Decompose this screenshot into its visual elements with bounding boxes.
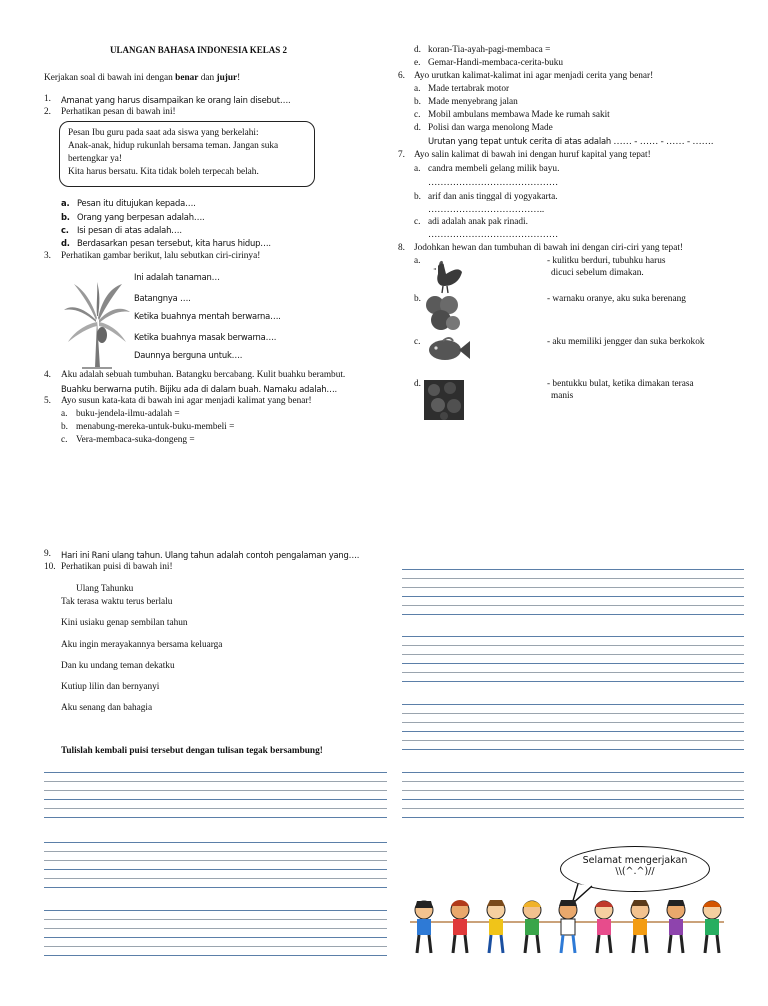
q2-item-letter: c. [61, 225, 69, 235]
q6-item-text: Made tertabrak motor [428, 84, 510, 94]
message-box [59, 121, 315, 187]
q3-item: Batangnya …. [134, 293, 191, 303]
q2-item-text: Pesan itu ditujukan kepada…. [77, 198, 196, 208]
writing-lines-right-3[interactable] [402, 704, 744, 750]
question-5-number: 5. [44, 396, 51, 406]
rewrite-instruction: Tulislah kembali puisi tersebut dengan tulisan tegak bersambung! [61, 746, 323, 756]
writing-lines-right-2[interactable] [402, 636, 744, 682]
message-line: bertengkar ya! [68, 154, 122, 164]
q3-item: Ketika buahnya mentah berwarna…. [134, 311, 281, 321]
q8-item-letter: b. [414, 294, 421, 304]
fish-image [427, 337, 471, 363]
question-5-text: Ayo susun kata-kata di bawah ini agar menjadi kalimat yang benar! [61, 396, 312, 406]
message-line: Pesan Ibu guru pada saat ada siswa yang berkelahi: [68, 128, 259, 138]
bubble-line: \\(^.^)// [615, 866, 655, 878]
poem-line: Aku senang dan bahagia [61, 703, 153, 713]
writing-lines-right-4[interactable] [402, 772, 744, 818]
q7-item-text: adi adalah anak pak rinadi. [428, 217, 528, 227]
question-2-number: 2. [44, 107, 51, 117]
question-9-number: 9. [44, 549, 51, 559]
answer-blank[interactable]: …………………………………… [428, 230, 559, 240]
q5-item-letter: a. [61, 409, 68, 419]
q7-item-letter: b. [414, 192, 421, 202]
q8-item-letter: a. [414, 256, 421, 266]
writing-lines-right-1[interactable] [402, 569, 744, 615]
writing-lines-left-2[interactable] [44, 842, 387, 888]
poem-line: Aku ingin merayakannya bersama keluarga [61, 640, 223, 650]
q8-item-letter: c. [414, 337, 421, 347]
q6-item-text: Made menyebrang jalan [428, 97, 518, 107]
rooster-image [428, 258, 464, 294]
q7-item-letter: c. [414, 217, 421, 227]
q5-item-letter: d. [414, 45, 421, 55]
q2-item-letter: d. [61, 238, 70, 248]
q6-item-letter: c. [414, 110, 421, 120]
q7-item-letter: a. [414, 164, 421, 174]
q2-item-text: Orang yang berpesan adalah…. [77, 212, 205, 222]
poem-line: Dan ku undang teman dekatku [61, 661, 175, 671]
q6-item-letter: d. [414, 123, 421, 133]
page-title: ULANGAN BAHASA INDONESIA KELAS 2 [110, 45, 288, 55]
question-4-number: 4. [44, 370, 51, 380]
question-8-text: Jodohkan hewan dan tumbuhan di bawah ini dengan ciri-ciri yang tepat! [414, 243, 684, 253]
q2-item-text: Berdasarkan pesan tersebut, kita harus hidup…. [77, 238, 271, 248]
q7-item-text: arif dan anis tinggal di yogyakarta. [428, 192, 558, 202]
writing-lines-left-1[interactable] [44, 772, 387, 818]
q2-item-letter: b. [61, 212, 70, 222]
answer-blank[interactable]: ……………………………….. [428, 205, 545, 215]
question-8-number: 8. [398, 243, 405, 253]
q2-item-text: Isi pesan di atas adalah…. [77, 225, 182, 235]
message-line: Anak-anak, hidup rukunlah bersama teman. Jangan suka [68, 141, 279, 151]
q6-item-letter: b. [414, 97, 421, 107]
q6-answer: Urutan yang tepat untuk cerita di atas adalah …… - …… - …… - ……. [428, 136, 714, 147]
question-3-number: 3. [44, 251, 51, 261]
q6-item-text: Mobil ambulans membawa Made ke rumah sakit [428, 110, 610, 120]
question-6-text: Ayo urutkan kalimat-kalimat ini agar menjadi cerita yang benar! [414, 71, 654, 81]
writing-lines-left-3[interactable] [44, 910, 387, 956]
bubble-line: Selamat mengerjakan [582, 855, 688, 866]
question-7-number: 7. [398, 150, 405, 160]
question-1-number: 1. [44, 94, 51, 104]
q5-item-letter: b. [61, 422, 68, 432]
message-line: Kita harus bersatu. Kita tidak boleh terpecah belah. [68, 167, 259, 177]
instruction: Kerjakan soal di bawah ini dengan benar dan jujur! [44, 73, 241, 83]
q5-item-text: buku-jendela-ilmu-adalah = [76, 409, 180, 419]
q5-item-letter: e. [414, 58, 421, 68]
q5-item-text: Vera-membaca-suka-dongeng = [76, 435, 195, 445]
question-10-text: Perhatikan puisi di bawah ini! [61, 562, 173, 572]
q8-description: - aku memiliki jengger dan suka berkokok [547, 337, 705, 347]
q6-item-text: Polisi dan warga menolong Made [428, 123, 553, 133]
answer-blank[interactable]: …………………………………… [428, 178, 559, 188]
q8-item-letter: d. [414, 379, 421, 389]
q3-item: Daunnya berguna untuk…. [134, 350, 243, 360]
q5-item-text: Gemar-Handi-membaca-cerita-buku [428, 58, 564, 68]
q6-item-letter: a. [414, 84, 421, 94]
q5-item-text: menabung-mereka-untuk-buku-membeli = [76, 422, 235, 432]
poem-line: Kini usiaku genap sembilan tahun [61, 618, 188, 628]
q5-item-text: koran-Tia-ayah-pagi-membaca = [428, 45, 551, 55]
q3-item: Ketika buahnya masak berwarna…. [134, 332, 277, 342]
q2-item-letter: a. [61, 198, 70, 208]
q8-description: dicuci sebelum dimakan. [551, 268, 644, 278]
rambutan-image [425, 293, 461, 333]
poem-title: Ulang Tahunku [76, 584, 134, 594]
question-3-text: Perhatikan gambar berikut, lalu sebutkan ciri-cirinya! [61, 251, 261, 261]
question-6-number: 6. [398, 71, 405, 81]
banana-tree-image [62, 280, 132, 370]
question-7-text: Ayo salin kalimat di bawah ini dengan huruf kapital yang tepat! [414, 150, 651, 160]
q8-description: - bentukku bulat, ketika dimakan terasa [547, 379, 694, 389]
q8-description: - kulitku berduri, tubuhku harus [547, 256, 666, 266]
poem-line: Kutiup lilin dan bernyanyi [61, 682, 160, 692]
question-10-number: 10. [44, 562, 56, 572]
question-4-line: Aku adalah sebuah tumbuhan. Batangku bercabang. Kulit buahku berambut. [61, 370, 346, 380]
q5-item-letter: c. [61, 435, 68, 445]
question-9-text: Hari ini Rani ulang tahun. Ulang tahun adalah contoh pengalaman yang…. [61, 550, 360, 560]
poem-line: Tak terasa waktu terus berlalu [61, 597, 173, 607]
durian-image [424, 380, 464, 420]
q3-item: Ini adalah tanaman… [134, 272, 220, 282]
question-4-line: Buahku berwarna putih. Bijiku ada di dalam buah. Namaku adalah…. [61, 384, 338, 394]
question-1-text: Amanat yang harus disampaikan ke orang lain disebut…. [61, 95, 291, 105]
q7-item-text: candra membeli gelang milik bayu. [428, 164, 560, 174]
q8-description: manis [551, 391, 574, 401]
q8-description: - warnaku oranye, aku suka berenang [547, 294, 686, 304]
children-illustration [402, 898, 732, 958]
question-2-text: Perhatikan pesan di bawah ini! [61, 107, 176, 117]
